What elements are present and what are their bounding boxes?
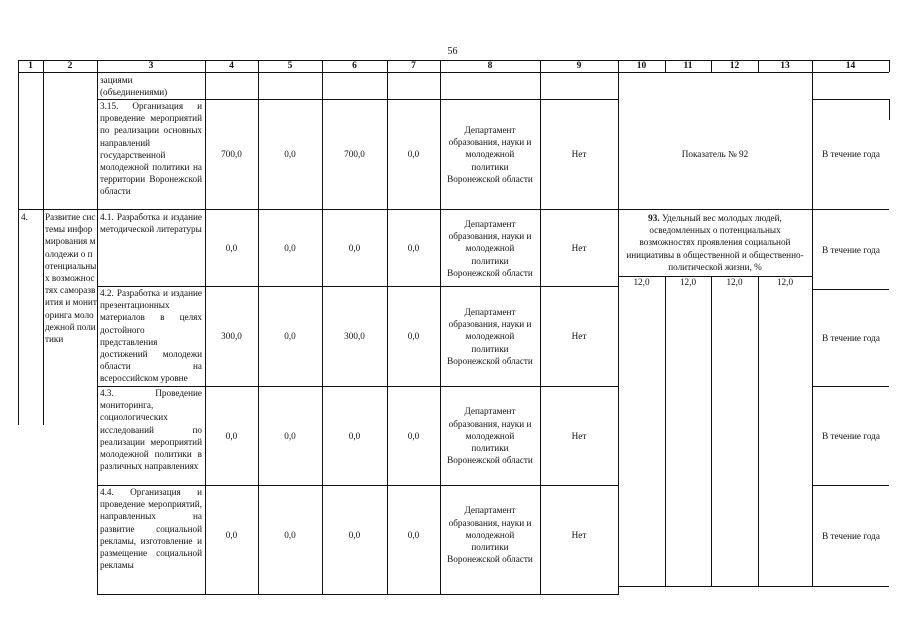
col-border [440, 60, 441, 595]
row-315-continuation: зациями (объединениями) [100, 75, 168, 98]
indicator-93-text: Удельный вес молодых людей, осведомленных о потенциальных возможностях проявления социальной инициативы в общественной и общественно-политической жизни, % [626, 213, 804, 272]
row-44-col7: 0,0 [407, 529, 420, 540]
section-4-title-text: Развитие системы информирования молодежи о потенциальных возможностях саморазвития и мониторинга молодежной политики [45, 212, 97, 345]
row-42-col6: 300,0 [344, 331, 365, 342]
indicator-92: Показатель № 92 [681, 149, 749, 160]
indicator-93-value-col10: 12,0 [633, 277, 650, 287]
row-rule [18, 209, 812, 210]
row-43-col9: Нет [571, 430, 587, 441]
header-col-4: 4 [229, 61, 234, 72]
row-43-col4: 0,0 [225, 430, 238, 441]
row-42-col5: 0,0 [284, 331, 296, 342]
header-col-13: 13 [780, 61, 790, 72]
header-col-5: 5 [287, 61, 293, 72]
indicator-93-value-col12: 12,0 [726, 277, 743, 287]
row-41-col9: Нет [571, 243, 587, 254]
row-43-term: В течение года [822, 430, 880, 441]
row-44-name: 4.4. Организация и проведение мероприятий, направленных на развитие социальной рекламы, изготовление и размещение социальной рекламы [100, 487, 202, 571]
page-number: 56 [447, 46, 458, 57]
row-rule [618, 586, 812, 587]
header-col-3: 3 [148, 61, 154, 72]
row-41-col6: 0,0 [348, 243, 361, 254]
header-col-9: 9 [576, 61, 582, 72]
indicator-93-number: 93. [648, 213, 660, 223]
row-42-col4: 300,0 [221, 331, 242, 342]
header-col-6: 6 [352, 61, 357, 72]
header-col-7: 7 [411, 61, 416, 72]
row-315-term: В течение года [822, 149, 880, 160]
indicator-93 [621, 212, 809, 276]
row-41-col5: 0,0 [284, 243, 296, 254]
row-42-department: Департамент образования, науки и молодежной политики Воронежской области [447, 306, 533, 366]
row-41-name: 4.1. Разработка и издание методической литературы [100, 212, 202, 235]
row-41-col4: 0,0 [225, 243, 238, 254]
row-41-department: Департамент образования, науки и молодежной политики Воронежской области [447, 218, 533, 278]
header-col-11: 11 [683, 61, 693, 72]
row-44-col9: Нет [571, 529, 587, 540]
row-315-col9: Нет [571, 149, 587, 160]
col-border [758, 276, 759, 586]
row-42-name: 4.2. Разработка и издание презентационных материалов в целях достойного представления достижений молодежи области на всероссийском уровне [100, 288, 202, 384]
row-44-department: Департамент образования, науки и молодежной политики Воронежской области [447, 505, 533, 565]
col-border [711, 276, 712, 586]
row-43-name: 4.3. Проведение мониторинга, социологических исследований по реализации мероприятий молодежной политики в различных направлениях [100, 388, 202, 472]
indicator-93-value-col13: 12,0 [776, 277, 794, 287]
row-44-col4: 0,0 [225, 529, 238, 540]
section-4-number: 4. [21, 212, 28, 222]
row-43-col6: 0,0 [348, 430, 361, 441]
section-4-title [44, 211, 97, 425]
row-43-department: Департамент образования, науки и молодежной политики Воронежской области [447, 406, 533, 466]
header-col-12: 12 [729, 61, 740, 72]
row-315-col7: 0,0 [407, 149, 420, 160]
row-42-col7: 0,0 [407, 331, 420, 342]
row-43-col5: 0,0 [284, 430, 296, 441]
row-41-term: В течение года [822, 244, 880, 255]
col-border [889, 99, 890, 120]
row-42-term: В течение года [822, 332, 880, 343]
header-col-8: 8 [487, 61, 493, 72]
row-315-col4: 700,0 [221, 149, 242, 160]
row-315-col5: 0,0 [284, 149, 296, 160]
header-col-2: 2 [67, 61, 73, 72]
col-border [812, 60, 813, 587]
row-315-col6: 700,0 [344, 149, 365, 160]
col-border [18, 60, 19, 425]
row-315-department: Департамент образования, науки и молодежной политики Воронежской области [447, 124, 533, 184]
row-41-col7: 0,0 [407, 243, 420, 254]
col-border [665, 276, 666, 586]
col14-rule [812, 209, 889, 210]
header-col-1: 1 [28, 61, 33, 72]
header-col-14: 14 [845, 61, 856, 72]
col-border [889, 60, 890, 72]
row-42-col9: Нет [571, 331, 587, 342]
row-44-col5: 0,0 [284, 529, 296, 540]
row-44-col6: 0,0 [348, 529, 361, 540]
row-315-name: 3.15. Организация и проведение мероприятий по реализации основных направлений государственной молодежной политики на территории Воронежской области [100, 101, 202, 197]
indicator-93-value-col11: 12,0 [679, 277, 697, 287]
row-44-term: В течение года [822, 530, 880, 541]
col14-rule [812, 586, 889, 587]
header-col-10: 10 [636, 61, 647, 72]
row-43-col7: 0,0 [407, 430, 420, 441]
